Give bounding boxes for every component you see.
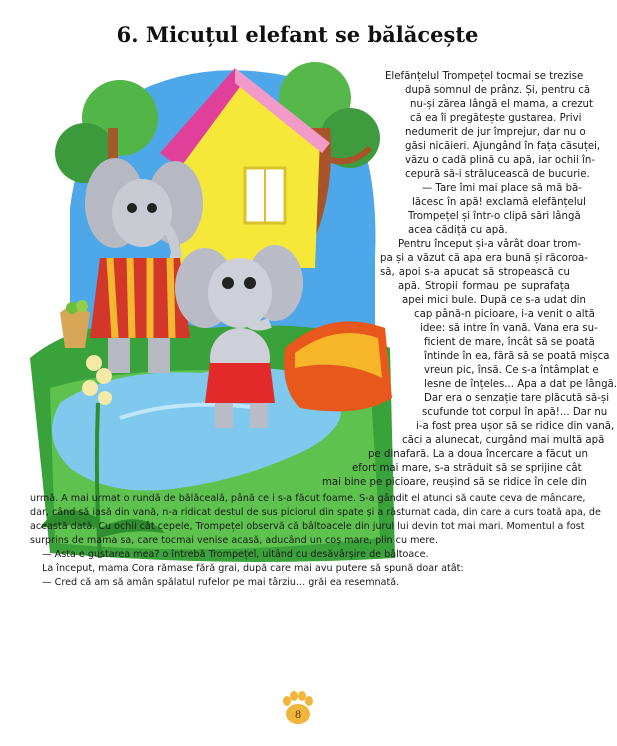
text-line: — Asta e gustarea mea? o întrebă Trompețel, uitând cu desăvârșire de bâltoace.	[42, 549, 429, 560]
text-line: scufunde tot corpul în apă!... Dar nu	[422, 407, 608, 418]
text-line: cap până-n picioare, i-a venit o altă	[414, 309, 595, 320]
text-line: căci a alunecat, curgând mai multă apă	[402, 435, 605, 446]
text-line: găsi nicăieri. Ajungând în fața căsuței,	[405, 141, 601, 152]
text-line: pa și a văzut că apa era bună și răcoroa-	[380, 253, 588, 264]
chapter-title: 6. Micuțul elefant se bălăcește	[116, 22, 479, 47]
text-line: după somnul de prânz. Și, pentru că	[405, 85, 591, 96]
text-line: Trompețel și într-o clipă sări lângă	[408, 211, 581, 222]
text-line: vreun pic, însă. Ce s-a întâmplat e	[424, 365, 599, 376]
text-line: apă. Stropii formau pe suprafața	[398, 281, 570, 292]
paw-print-icon	[278, 689, 318, 729]
text-line: cepură să-i strălucească de bucurie.	[405, 169, 590, 180]
text-line: lesne de înțeles... Apa a dat pe lângă.	[424, 379, 617, 390]
text-line: apei mici bule. După ce s-a udat din	[402, 295, 586, 306]
text-line: surprins de mama sa, care tocmai venise acasă, aducând un coș mare, plin cu mere.	[30, 535, 439, 546]
text-line: văzu o cadă plină cu apă, iar ochii în-	[405, 155, 596, 166]
text-line: pe dinafară. La a doua încercare a făcut un	[368, 449, 588, 460]
text-line: să, apoi s-a apucat să stropească cu	[380, 267, 570, 278]
text-line: dar, când să iasă din vană, n-a ridicat destul de sus piciorul din spate și a răsturnat cada, din care a curs toată apa, de	[30, 507, 601, 518]
text-line: nu-și zărea lângă el mama, a crezut	[410, 99, 594, 110]
text-line: efort mai mare, s-a străduit să se sprijine cât	[352, 463, 582, 474]
page-number: 8	[294, 710, 302, 721]
text-line: urmă. A mai urmat o rundă de bălăceală, până ce i s-a făcut foame. S-a gândit el atunci să caute ceva de mâncare,	[30, 493, 586, 504]
text-line: La început, mama Cora rămase fără grai, după care mai avu putere să spună doar atât:	[42, 563, 464, 574]
text-line: că ea îi pregătește gustarea. Privi	[410, 113, 582, 124]
text-line: nedumerit de jur împrejur, dar nu o	[405, 127, 586, 138]
text-line: întinde în ea, fără să se poată mișca	[424, 351, 610, 362]
text-line: Elefănțelul Trompețel tocmai se trezise	[385, 71, 584, 82]
text-line: această dată. Cu ochii cât cepele, Trompețel observă că bâltoacele din jurul lui devin tot mai mari. Momentul a fost	[30, 521, 585, 532]
text-line: ficient de mare, încât să se poată	[424, 337, 595, 348]
text-line: Dar era o senzație tare plăcută să-și	[424, 393, 610, 404]
text-line: — Tare îmi mai place să mă bă-	[422, 183, 582, 194]
text-line: lăcesc în apă! exclamă elefănțelul	[412, 197, 586, 208]
text-line: i-a fost prea ușor să se ridice din vană,	[416, 421, 615, 432]
text-line: Pentru început și-a vârât doar trom-	[398, 239, 582, 250]
text-line: idee: să intre în vană. Vana era su-	[420, 323, 598, 334]
text-line: acea cădiță cu apă.	[408, 225, 508, 236]
text-line: — Cred că am să amân spălatul rufelor pe mai târziu... grăi ea resemnată.	[42, 577, 400, 588]
text-line: mai bine pe picioare, reușind să se ridice în cele din	[322, 477, 587, 488]
